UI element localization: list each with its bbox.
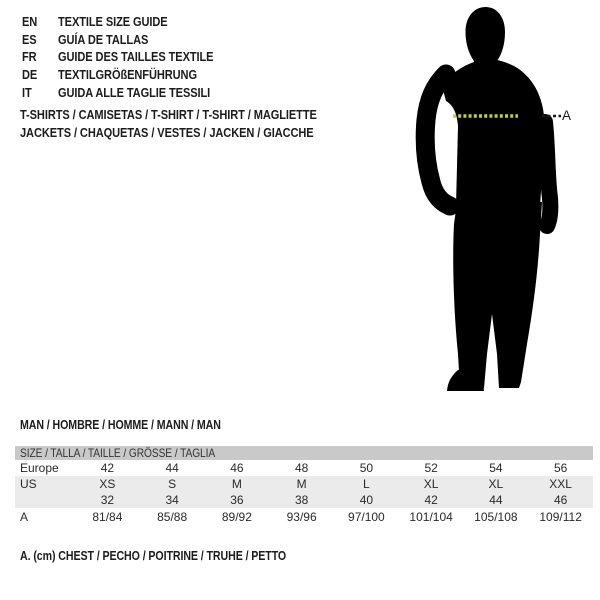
language-title: GUIDE DES TAILLES TEXTILE: [58, 49, 214, 65]
language-title: TEXTILGRÖßENFÜHRUNG: [58, 67, 197, 83]
size-cell: 105/108: [474, 510, 518, 524]
language-title: GUIDA ALLE TAGLIE TESSILI: [58, 84, 211, 100]
size-cell: 46: [553, 493, 568, 507]
size-cell: 56: [553, 461, 568, 475]
size-cell: 36: [230, 493, 244, 507]
table-row-europe: [15, 460, 593, 476]
man-silhouette-svg: [400, 4, 600, 396]
size-cell: M: [296, 477, 307, 491]
row-label: US: [20, 477, 37, 491]
size-table: [15, 446, 593, 526]
category-line-tshirts: T-SHIRTS / CAMISETAS / T-SHIRT / T-SHIRT / MAGLIETTE: [20, 107, 317, 122]
row-label: [15, 492, 75, 508]
language-code: IT: [22, 84, 32, 100]
size-cell: 42: [424, 493, 438, 507]
size-cell: XL: [423, 477, 439, 491]
table-row-us: [15, 476, 593, 492]
measurement-footnote-text: A. (cm) CHEST / PECHO / POITRINE / TRUHE / PETTO: [20, 549, 287, 563]
size-cell: 85/88: [157, 510, 188, 524]
size-cell: 54: [489, 461, 503, 475]
size-cell: 50: [359, 461, 374, 475]
section-title-text: MAN / HOMBRE / HOMME / MANN / MAN: [20, 418, 221, 432]
size-figure: [400, 4, 600, 396]
size-cell: 89/92: [221, 510, 252, 524]
size-cell: 40: [359, 493, 374, 507]
table-header-cell: [15, 446, 593, 460]
table-row-us-numeric: [15, 492, 593, 508]
row-label: Europe: [20, 461, 59, 475]
language-row-en: [22, 13, 241, 31]
size-cell: XXL: [549, 477, 572, 491]
size-cell: 52: [424, 461, 438, 475]
table-header-row: [15, 446, 593, 460]
language-row-it: [22, 83, 241, 101]
language-row-de: [22, 66, 241, 84]
language-code: FR: [22, 49, 37, 65]
measurement-footnote: [20, 549, 333, 563]
language-title: GUÍA DE TALLAS: [58, 31, 149, 47]
size-cell: 81/84: [92, 510, 123, 524]
size-cell: 44: [165, 461, 179, 475]
size-cell: XL: [488, 477, 504, 491]
category-line-jackets: JACKETS / CHAQUETAS / VESTES / JACKEN / GIACCHE: [20, 125, 314, 141]
size-cell: M: [231, 477, 242, 491]
size-cell: 34: [165, 493, 179, 507]
language-row-es: [22, 31, 241, 49]
table-row-chest: [15, 508, 593, 526]
size-cell: XS: [99, 477, 116, 491]
measure-label-a: A: [562, 108, 572, 123]
size-cell: 97/100: [348, 510, 385, 524]
language-row-fr: [22, 48, 241, 66]
size-cell: 48: [294, 461, 309, 475]
size-cell: S: [168, 477, 177, 491]
language-title: TEXTILE SIZE GUIDE: [58, 14, 168, 30]
size-cell: 93/96: [286, 510, 317, 524]
row-label: A: [20, 510, 29, 524]
size-cell: 46: [230, 461, 244, 475]
size-cell: 42: [100, 461, 115, 475]
language-code: DE: [22, 67, 38, 83]
size-cell: 109/112: [539, 510, 582, 524]
size-cell: 38: [294, 493, 309, 507]
size-cell: 32: [100, 493, 115, 507]
garment-categories: [20, 106, 369, 143]
size-cell: 101/104: [409, 510, 453, 524]
section-title-man: [20, 418, 256, 432]
language-code: ES: [22, 31, 37, 47]
size-cell: L: [363, 477, 370, 491]
language-code: EN: [22, 14, 38, 30]
table-header-text: SIZE / TALLA / TAILLE / GRÖSSE / TAGLIA: [20, 446, 216, 460]
man-silhouette: [425, 7, 550, 391]
size-cell: 44: [489, 493, 503, 507]
language-list: [22, 13, 241, 101]
